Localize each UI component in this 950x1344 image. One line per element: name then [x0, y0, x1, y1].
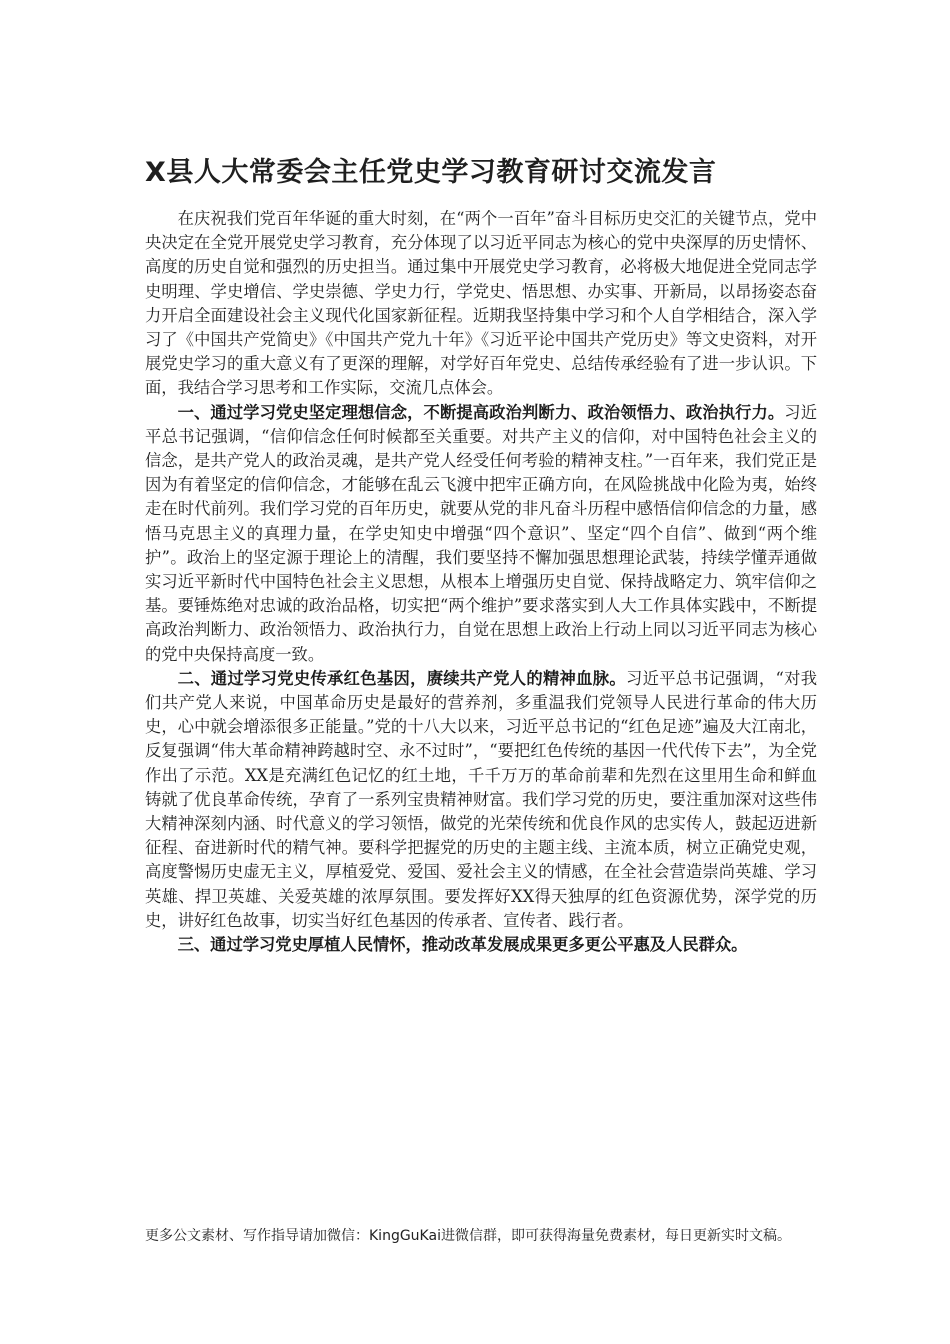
section-paragraph-3 — [145, 933, 817, 957]
section-paragraph-1 — [145, 401, 817, 667]
section-heading-2: 二、通过学习党史传承红色基因，赓续共产党人的精神血脉。 — [177, 668, 626, 688]
document-title: X县人大常委会主任党史学习教育研讨交流发言 — [145, 157, 717, 188]
section-text-2: 习近平总书记强调，“对我们共产党人来说，中国革命历史是最好的营养剂，多重温我们党领导人民进行革命的伟大历史，心中就会增添很多正能量。”党的十八大以来，习近平总书记的“红色足迹”遍及大江南北，反复强调“伟大革命精神跨越时空、永不过时”，“要把红色传统的基因一代代传下去”，为全党作出了示范。XX是充满红色记忆的红土地，千千万万的革命前辈和先烈在这里用生命和鲜血铸就了优良革命传统，孕育了一系列宝贵精神财富。我们学习党的历史，要注重加深对这些伟大精神深刻内涵、时代意义的学习领悟，做党的光荣传统和优良作风的忠实传人，鼓起迈进新征程、奋进新时代的精气神。要科学把握党的历史的主题主线、主流本质，树立正确党史观，高度警惕历史虚无主义，厚植爱党、爱国、爱社会主义的情感，在全社会营造崇尚英雄、学习英雄、捍卫英雄、关爱英雄的浓厚氛围。要发挥好XX得天独厚的红色资源优势，深学党的历史，讲好红色故事，切实当好红色基因的传承者、宣传者、践行者。 — [145, 668, 817, 930]
footer-note: 更多公文素材、写作指导请加微信：KingGuKai进微信群，即可获得海量免费素材，每日更新实时文稿。 — [145, 1228, 791, 1244]
section-heading-1: 一、通过学习党史坚定理想信念，不断提高政治判断力、政治领悟力、政治执行力。 — [177, 402, 785, 422]
section-paragraph-2 — [145, 667, 817, 933]
intro-paragraph: 在庆祝我们党百年华诞的重大时刻，在“两个一百年”奋斗目标历史交汇的关键节点，党中央决定在全党开展党史学习教育，充分体现了以习近平同志为核心的党中央深厚的历史情怀、高度的历史自觉和强烈的历史担当。通过集中开展党史学习教育，必将极大地促进全党同志学史明理、学史增信、学史崇德、学史力行，学党史、悟思想、办实事、开新局，以昂扬姿态奋力开启全面建设社会主义现代化国家新征程。近期我坚持集中学习和个人自学相结合，深入学习了《中国共产党简史》《中国共产党九十年》《习近平论中国共产党历史》等文史资料，对开展党史学习的重大意义有了更深的理解，对学好百年党史、总结传承经验有了进一步认识。下面，我结合学习思考和工作实际，交流几点体会。 — [145, 209, 817, 398]
section-heading-3: 三、通过学习党史厚植人民情怀，推动改革发展成果更多更公平惠及人民群众。 — [177, 935, 748, 955]
section-text-1: 习近平总书记强调，“信仰信念任何时候都至关重要。对共产主义的信仰，对中国特色社会主义的信念，是共产党人的政治灵魂，是共产党人经受任何考验的精神支柱。”一百年来，我们党正是因为有着坚定的信仰信念，才能够在乱云飞渡中把牢正确方向，在风险挑战中化险为夷，始终走在时代前列。我们学习党的百年历史，就要从党的非凡奋斗历程中感悟信仰信念的力量，感悟马克思主义的真理力量，在学史知史中增强“四个意识”、坚定“四个自信”、做到“两个维护”。政治上的坚定源于理论上的清醒，我们要坚持不懈加强思想理论武装，持续学懂弄通做实习近平新时代中国特色社会主义思想，从根本上增强历史自觉、保持战略定力、筑牢信仰之基。要锤炼绝对忠诚的政治品格，切实把“两个维护”要求落实到人大工作具体实践中，不断提高政治判断力、政治领悟力、政治执行力，自觉在思想上政治上行动上同以习近平同志为核心的党中央保持高度一致。 — [145, 402, 817, 664]
document-body — [145, 207, 817, 957]
